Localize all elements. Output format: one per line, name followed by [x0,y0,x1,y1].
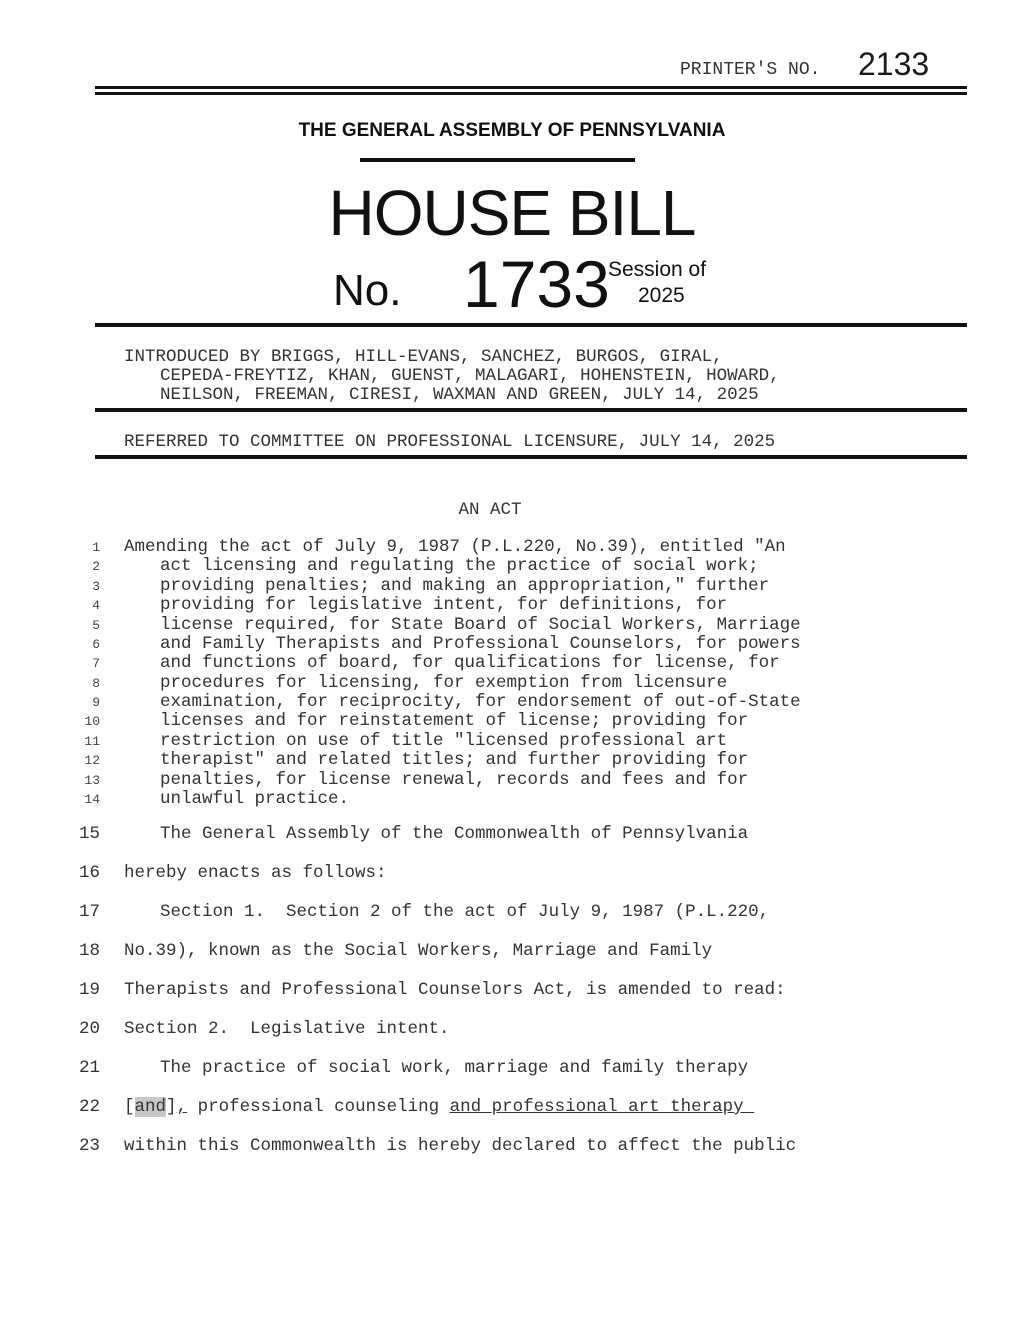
title-line: restriction on use of title "licensed professional art [160,731,728,751]
line-number: 11 [84,734,100,749]
line-number: 19 [78,980,100,1000]
body-line: within this Commonwealth is hereby declared to affect the public [124,1136,797,1156]
introduced-line-3: NEILSON, FREEMAN, CIRESI, WAXMAN AND GREEN, JULY 14, 2025 [160,385,759,405]
unchanged-text: professional counseling [187,1097,450,1117]
title-line: and functions of board, for qualifications for license, for [160,653,780,673]
deletion-open-bracket: [ [124,1097,135,1117]
title-line: examination, for reciprocity, for endorsement of out-of-State [160,692,801,712]
printers-number: 2133 [858,46,930,82]
session-label: Session of [608,258,707,281]
bill-type-heading: HOUSE BILL [328,177,696,249]
line-number: 12 [84,753,100,768]
deleted-text: and [134,1097,167,1117]
title-line: licenses and for reinstatement of license; providing for [160,711,749,731]
line-number: 5 [92,618,100,633]
printers-number-label: PRINTER'S NO. [680,60,821,80]
line-number: 4 [92,598,100,613]
line-number: 20 [78,1019,100,1039]
body-line: The General Assembly of the Commonwealth of Pennsylvania [160,824,749,844]
title-line: penalties, for license renewal, records and fees and for [160,770,749,790]
referred-line: REFERRED TO COMMITTEE ON PROFESSIONAL LICENSURE, JULY 14, 2025 [124,432,776,452]
line-number: 14 [84,792,100,807]
assembly-heading: THE GENERAL ASSEMBLY OF PENNSYLVANIA [298,120,726,141]
section-rule-3 [95,455,967,459]
title-line: unlawful practice. [160,789,350,809]
title-line: act licensing and regulating the practice of social work; [160,556,759,576]
title-line: license required, for State Board of Social Workers, Marriage [160,615,801,635]
line-number: 17 [78,902,100,922]
title-line: therapist" and related titles; and further providing for [160,750,749,770]
body-line: hereby enacts as follows: [124,863,387,883]
line-number: 7 [92,656,100,671]
inserted-text: and professional art therapy [449,1097,755,1117]
line-number: 2 [92,559,100,574]
body-line: Section 1. Section 2 of the act of July 9, 1987 (P.L.220, [160,902,770,922]
title-line: procedures for licensing, for exemption from licensure [160,673,728,693]
line-number: 10 [84,714,100,729]
section-rule-1 [95,323,967,327]
session-year: 2025 [638,284,685,307]
line-number: 18 [78,941,100,961]
line-number: 21 [78,1058,100,1078]
line-number: 6 [92,637,100,652]
line-number: 1 [92,540,100,555]
body-line: Therapists and Professional Counselors Act, is amended to read: [124,980,786,1000]
section-rule-2 [95,408,967,412]
bill-no-label: No. [333,266,402,315]
deletion-close-bracket: ] [166,1097,177,1117]
line-number: 15 [78,824,100,844]
header-rule-top [95,86,967,89]
line-number: 3 [92,579,100,594]
inserted-comma: , [176,1097,188,1117]
amended-line [124,1097,754,1117]
title-line: providing for legislative intent, for definitions, for [160,595,728,615]
header-rule-bottom [95,92,967,95]
line-number: 13 [84,773,100,788]
body-line: No.39), known as the Social Workers, Marriage and Family [124,941,713,961]
bill-number: 1733 [463,247,610,321]
title-line: Amending the act of July 9, 1987 (P.L.220, No.39), entitled "An [124,537,786,557]
introduced-line-1: INTRODUCED BY BRIGGS, HILL-EVANS, SANCHEZ, BURGOS, GIRAL, [124,347,723,367]
title-line: and Family Therapists and Professional Counselors, for powers [160,634,801,654]
line-number: 9 [92,695,100,710]
introduced-line-2: CEPEDA-FREYTIZ, KHAN, GUENST, MALAGARI, HOHENSTEIN, HOWARD, [160,366,780,386]
line-number: 8 [92,676,100,691]
line-number: 16 [78,863,100,883]
title-line: providing penalties; and making an appropriation," further [160,576,770,596]
line-number: 23 [78,1136,100,1156]
assembly-underline [360,158,635,162]
act-title: AN ACT [458,500,522,520]
section-heading: Section 2. Legislative intent. [124,1019,450,1039]
line-number: 22 [78,1097,100,1117]
body-line: The practice of social work, marriage and family therapy [160,1058,749,1078]
